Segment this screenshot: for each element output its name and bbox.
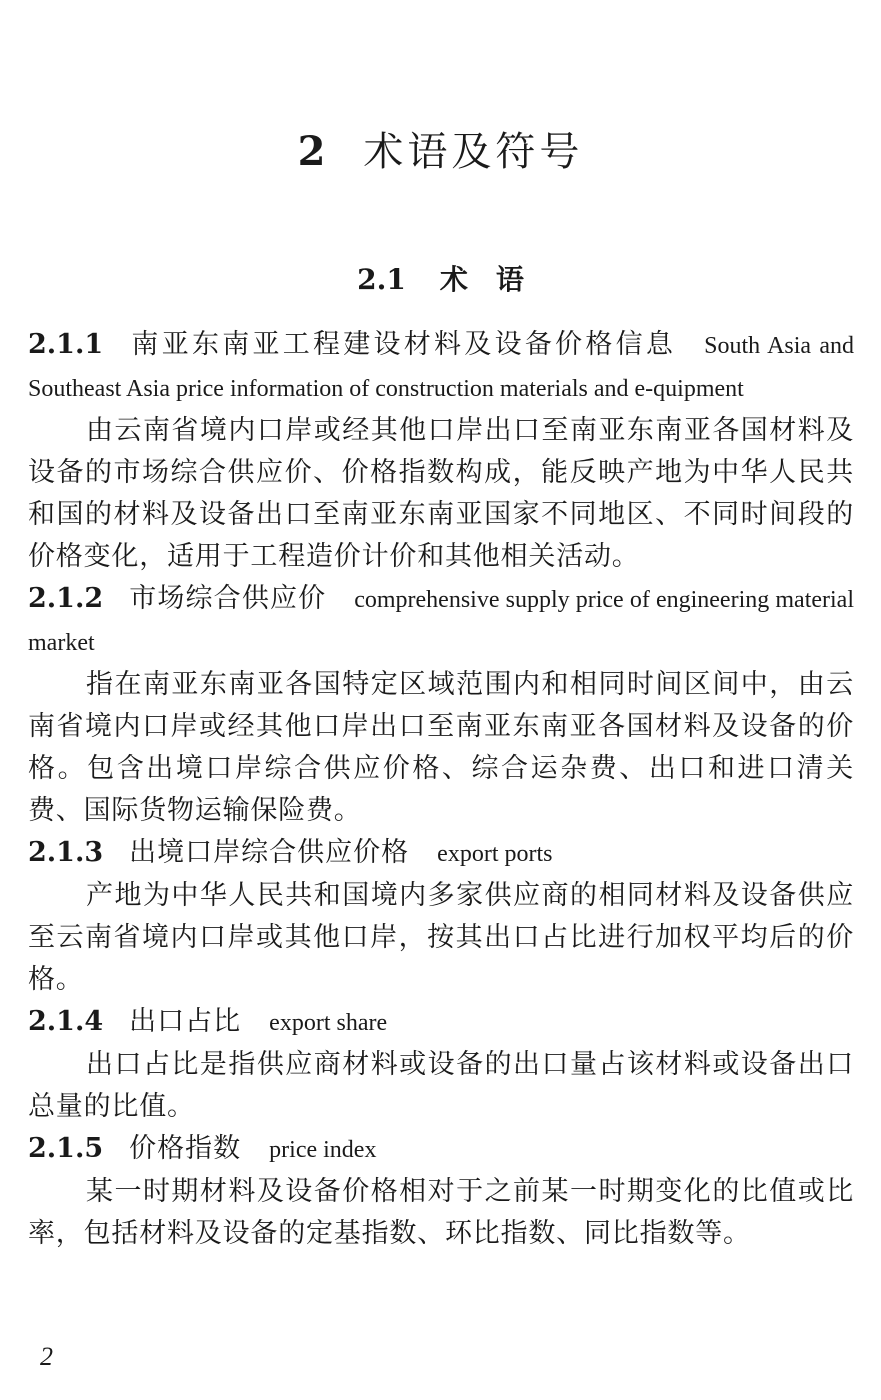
term-definition: 出口占比是指供应商材料或设备的出口量占该材料或设备出口总量的比值。 <box>28 1049 854 1122</box>
term-heading <box>28 324 854 410</box>
term-chinese-name: 出口占比 <box>129 1006 242 1037</box>
term-entry <box>28 1001 854 1128</box>
section-title-text: 术语 <box>439 263 552 296</box>
term-english-name: comprehensive supply price of engineering material market <box>28 587 854 656</box>
term-english-name: price index <box>269 1137 377 1163</box>
term-entry <box>28 1128 854 1255</box>
term-english-name: export ports <box>437 841 553 867</box>
section-number: 2.1 <box>357 263 406 296</box>
term-heading <box>28 1001 854 1044</box>
term-number: 2.1.2 <box>28 583 104 614</box>
term-number: 2.1.4 <box>28 1006 104 1037</box>
term-entry <box>28 832 854 1001</box>
term-chinese-name: 出境口岸综合供应价格 <box>129 837 410 868</box>
term-number: 2.1.5 <box>28 1133 104 1164</box>
term-heading <box>28 832 854 875</box>
term-english-name: export share <box>269 1010 388 1036</box>
term-number: 2.1.1 <box>28 329 104 360</box>
terms-content <box>28 324 854 1255</box>
term-number: 2.1.3 <box>28 837 104 868</box>
term-chinese-name: 价格指数 <box>129 1133 242 1164</box>
chapter-number: 2 <box>297 128 330 175</box>
chapter-title-text: 术语及符号 <box>363 129 584 175</box>
section-title <box>0 258 881 302</box>
term-english-name: South Asia and Southeast Asia price information of construction materials and e-quipment <box>28 333 854 402</box>
term-heading <box>28 1128 854 1171</box>
term-entry <box>28 578 854 832</box>
term-definition: 产地为中华人民共和国境内多家供应商的相同材料及设备供应至云南省境内口岸或其他口岸，按其出口占比进行加权平均后的价格。 <box>28 880 854 995</box>
term-chinese-name: 市场综合供应价 <box>129 583 327 614</box>
term-definition: 某一时期材料及设备价格相对于之前某一时期变化的比值或比率，包括材料及设备的定基指数、环比指数、同比指数等。 <box>28 1176 854 1249</box>
term-heading <box>28 578 854 664</box>
chapter-title <box>0 122 881 182</box>
term-entry <box>28 324 854 578</box>
term-definition: 由云南省境内口岸或经其他口岸出口至南亚东南亚各国材料及设备的市场综合供应价、价格指数构成，能反映产地为中华人民共和国的材料及设备出口至南亚东南亚国家不同地区、不同时间段的价格变化，适用于工程造价计价和其他相关活动。 <box>28 415 854 572</box>
term-definition: 指在南亚东南亚各国特定区域范围内和相同时间区间中，由云南省境内口岸或经其他口岸出口至南亚东南亚各国材料及设备的价格。包含出境口岸综合供应价格、综合运杂费、出口和进口清关费、国际货物运输保险费。 <box>28 669 854 826</box>
term-chinese-name: 南亚东南亚工程建设材料及设备价格信息 <box>129 329 677 360</box>
page-number: 2 <box>40 1342 53 1371</box>
